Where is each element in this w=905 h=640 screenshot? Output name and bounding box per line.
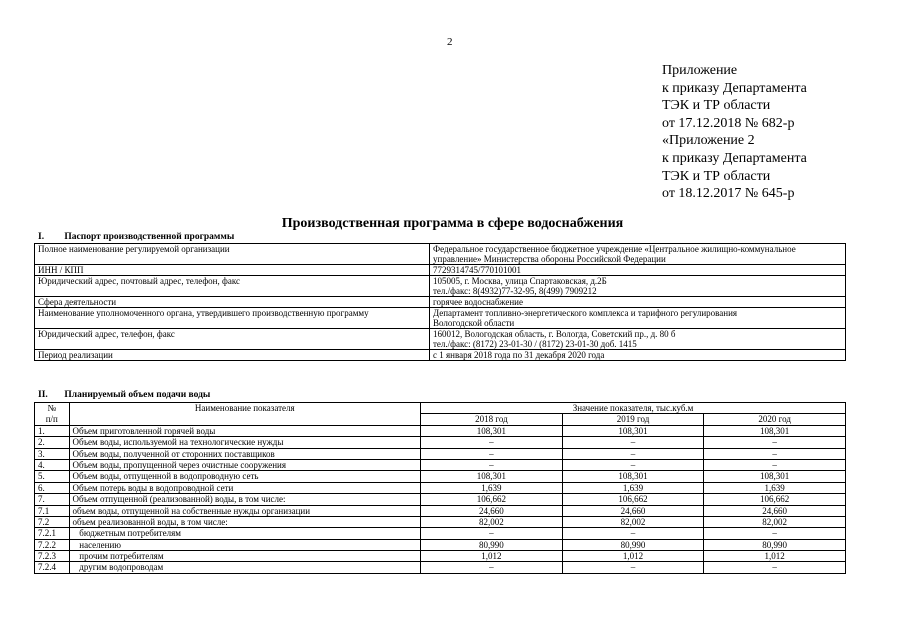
indicator-value: 24,660 bbox=[562, 505, 704, 516]
indicator-name: Объем потерь воды в водопроводной сети bbox=[69, 482, 421, 493]
table-row bbox=[35, 276, 846, 297]
passport-value bbox=[430, 308, 846, 329]
indicator-value: 1,639 bbox=[421, 482, 563, 493]
indicator-name: Объем отпущенной (реализованной) воды, в том числе: bbox=[69, 494, 421, 505]
col-header-name: Наименование показателя bbox=[69, 403, 421, 426]
indicator-value: 108,301 bbox=[421, 471, 563, 482]
section-number: I. bbox=[38, 232, 45, 242]
col-header-year: 2018 год bbox=[421, 414, 563, 425]
passport-value-line: управление» Министерства обороны Российской Федерации bbox=[433, 254, 666, 264]
passport-value bbox=[430, 265, 846, 276]
indicator-value: – bbox=[562, 459, 704, 470]
indicator-value: 1,012 bbox=[421, 551, 563, 562]
indicator-value: – bbox=[562, 528, 704, 539]
row-number: 7.2.2 bbox=[35, 539, 70, 550]
appendix-line: Приложение bbox=[662, 63, 738, 78]
passport-value-line: Вологодской области bbox=[433, 318, 515, 328]
passport-value-line: тел./факс: (8172) 23-01-30 / (8172) 23-01-30 доб. 1415 bbox=[433, 339, 637, 349]
indicator-name: бюджетным потребителям bbox=[69, 528, 421, 539]
table-row bbox=[35, 539, 846, 550]
row-number: 7.2.3 bbox=[35, 551, 70, 562]
indicator-value: – bbox=[562, 437, 704, 448]
indicator-value: – bbox=[421, 562, 563, 573]
passport-value-line: Департамент топливно-энергетического комплекса и тарифного регулирования bbox=[433, 308, 738, 318]
passport-value-line: 160012, Вологодская область, г. Вологда, Советский пр., д. 80 б bbox=[433, 329, 676, 339]
passport-value-line: 7729314745/770101001 bbox=[433, 265, 522, 275]
col-header-value: Значение показателя, тыс.куб.м bbox=[421, 403, 846, 414]
table-row bbox=[35, 448, 846, 459]
water-volume-table bbox=[34, 402, 846, 574]
indicator-value: 1,012 bbox=[562, 551, 704, 562]
section-1-heading bbox=[38, 232, 234, 242]
indicator-value: – bbox=[704, 528, 846, 539]
appendix-line: к приказу Департамента bbox=[662, 80, 807, 96]
table-row bbox=[35, 350, 846, 361]
section-number: II. bbox=[38, 390, 48, 400]
indicator-value: – bbox=[704, 562, 846, 573]
appendix-line: от 18.12.2017 № 645-р bbox=[662, 186, 795, 202]
passport-label: Юридический адрес, телефон, факс bbox=[35, 329, 430, 350]
passport-value-line: тел./факс: 8(4932)77-32-95, 8(499) 7909212 bbox=[433, 286, 597, 296]
row-number: 4. bbox=[35, 459, 70, 470]
passport-label: Юридический адрес, почтовый адрес, телефон, факс bbox=[35, 276, 430, 297]
row-number: 7.2.4 bbox=[35, 562, 70, 573]
table-row bbox=[35, 562, 846, 573]
col-header-num: № bbox=[35, 403, 70, 414]
indicator-name: прочим потребителям bbox=[69, 551, 421, 562]
table-row bbox=[35, 459, 846, 470]
col-header-num2: п/п bbox=[35, 414, 70, 425]
table-row bbox=[35, 505, 846, 516]
indicator-name: Объем воды, используемой на технологические нужды bbox=[69, 437, 421, 448]
indicator-value: 108,301 bbox=[562, 471, 704, 482]
passport-label: ИНН / КПП bbox=[35, 265, 430, 276]
passport-label: Сфера деятельности bbox=[35, 297, 430, 308]
table-row bbox=[35, 437, 846, 448]
indicator-value: 106,662 bbox=[562, 494, 704, 505]
indicator-value: 24,660 bbox=[704, 505, 846, 516]
table-row bbox=[35, 528, 846, 539]
table-row bbox=[35, 471, 846, 482]
page-number: 2 bbox=[447, 36, 453, 48]
indicator-value: 108,301 bbox=[704, 471, 846, 482]
passport-label: Наименование уполномоченного органа, утвердившего производственную программу bbox=[35, 308, 430, 329]
passport-value bbox=[430, 297, 846, 308]
indicator-name: населению bbox=[69, 539, 421, 550]
table-row bbox=[35, 494, 846, 505]
table-row bbox=[35, 329, 846, 350]
indicator-value: – bbox=[421, 528, 563, 539]
appendix-line: ТЭК и ТР области bbox=[662, 98, 771, 114]
section-2-heading bbox=[38, 390, 210, 400]
passport-value bbox=[430, 244, 846, 265]
indicator-value: 82,002 bbox=[421, 516, 563, 527]
document-title: Производственная программа в сфере водоснабжения bbox=[281, 216, 624, 231]
passport-value bbox=[430, 350, 846, 361]
table-row bbox=[35, 551, 846, 562]
row-number: 6. bbox=[35, 482, 70, 493]
passport-value-line: 105005, г. Москва, улица Спартаковская, д.2Б bbox=[433, 276, 607, 286]
section-title: Планируемый объем подачи воды bbox=[64, 390, 211, 400]
indicator-name: объем реализованной воды, в том числе: bbox=[69, 516, 421, 527]
indicator-value: 1,639 bbox=[562, 482, 704, 493]
indicator-name: Объем воды, отпущенной в водопроводную сеть bbox=[69, 471, 421, 482]
row-number: 5. bbox=[35, 471, 70, 482]
row-number: 1. bbox=[35, 425, 70, 436]
indicator-name: объем воды, отпущенной на собственные нужды организации bbox=[69, 505, 421, 516]
indicator-value: – bbox=[421, 437, 563, 448]
table-row bbox=[35, 516, 846, 527]
row-number: 7.2 bbox=[35, 516, 70, 527]
appendix-line: к приказу Департамента bbox=[662, 150, 807, 166]
row-number: 7.2.1 bbox=[35, 528, 70, 539]
table-row bbox=[35, 482, 846, 493]
indicator-value: 108,301 bbox=[421, 425, 563, 436]
indicator-value: – bbox=[562, 562, 704, 573]
indicator-value: 106,662 bbox=[421, 494, 563, 505]
indicator-value: 80,990 bbox=[562, 539, 704, 550]
appendix-line: «Приложение 2 bbox=[662, 133, 755, 149]
table-row bbox=[35, 308, 846, 329]
passport-value-line: с 1 января 2018 года по 31 декабря 2020 года bbox=[433, 350, 605, 360]
indicator-value: 80,990 bbox=[421, 539, 563, 550]
passport-value-line: Федеральное государственное бюджетное учреждение «Центральное жилищно-коммунальное bbox=[433, 244, 796, 254]
appendix-reference bbox=[662, 62, 807, 203]
section-title: Паспорт производственной программы bbox=[64, 232, 235, 242]
passport-label: Полное наименование регулируемой организации bbox=[35, 244, 430, 265]
table-row bbox=[35, 425, 846, 436]
row-number: 7. bbox=[35, 494, 70, 505]
indicator-value: 82,002 bbox=[704, 516, 846, 527]
indicator-name: Объем воды, пропущенной через очистные сооружения bbox=[69, 459, 421, 470]
passport-value bbox=[430, 276, 846, 297]
row-number: 3. bbox=[35, 448, 70, 459]
indicator-value: – bbox=[704, 459, 846, 470]
indicator-value: 108,301 bbox=[704, 425, 846, 436]
table-row bbox=[35, 265, 846, 276]
indicator-value: – bbox=[562, 448, 704, 459]
indicator-value: 106,662 bbox=[704, 494, 846, 505]
indicator-value: 80,990 bbox=[704, 539, 846, 550]
row-number: 7.1 bbox=[35, 505, 70, 516]
col-header-year: 2019 год bbox=[562, 414, 704, 425]
table-header-row bbox=[35, 403, 846, 414]
table-row bbox=[35, 297, 846, 308]
appendix-line: от 17.12.2018 № 682-р bbox=[662, 115, 795, 131]
indicator-name: Объем приготовленной горячей воды bbox=[69, 425, 421, 436]
passport-value-line: горячее водоснабжение bbox=[433, 297, 523, 307]
indicator-value: – bbox=[704, 437, 846, 448]
indicator-name: другим водопроводам bbox=[69, 562, 421, 573]
table-row bbox=[35, 244, 846, 265]
col-header-year: 2020 год bbox=[704, 414, 846, 425]
indicator-value: 1,012 bbox=[704, 551, 846, 562]
indicator-value: – bbox=[421, 448, 563, 459]
indicator-value: 24,660 bbox=[421, 505, 563, 516]
passport-label: Период реализации bbox=[35, 350, 430, 361]
indicator-value: 1,639 bbox=[704, 482, 846, 493]
passport-table bbox=[34, 243, 846, 361]
indicator-name: Объем воды, полученной от сторонних поставщиков bbox=[69, 448, 421, 459]
indicator-value: 108,301 bbox=[562, 425, 704, 436]
appendix-line: ТЭК и ТР области bbox=[662, 168, 771, 184]
row-number: 2. bbox=[35, 437, 70, 448]
indicator-value: – bbox=[421, 459, 563, 470]
passport-value bbox=[430, 329, 846, 350]
indicator-value: – bbox=[704, 448, 846, 459]
indicator-value: 82,002 bbox=[562, 516, 704, 527]
